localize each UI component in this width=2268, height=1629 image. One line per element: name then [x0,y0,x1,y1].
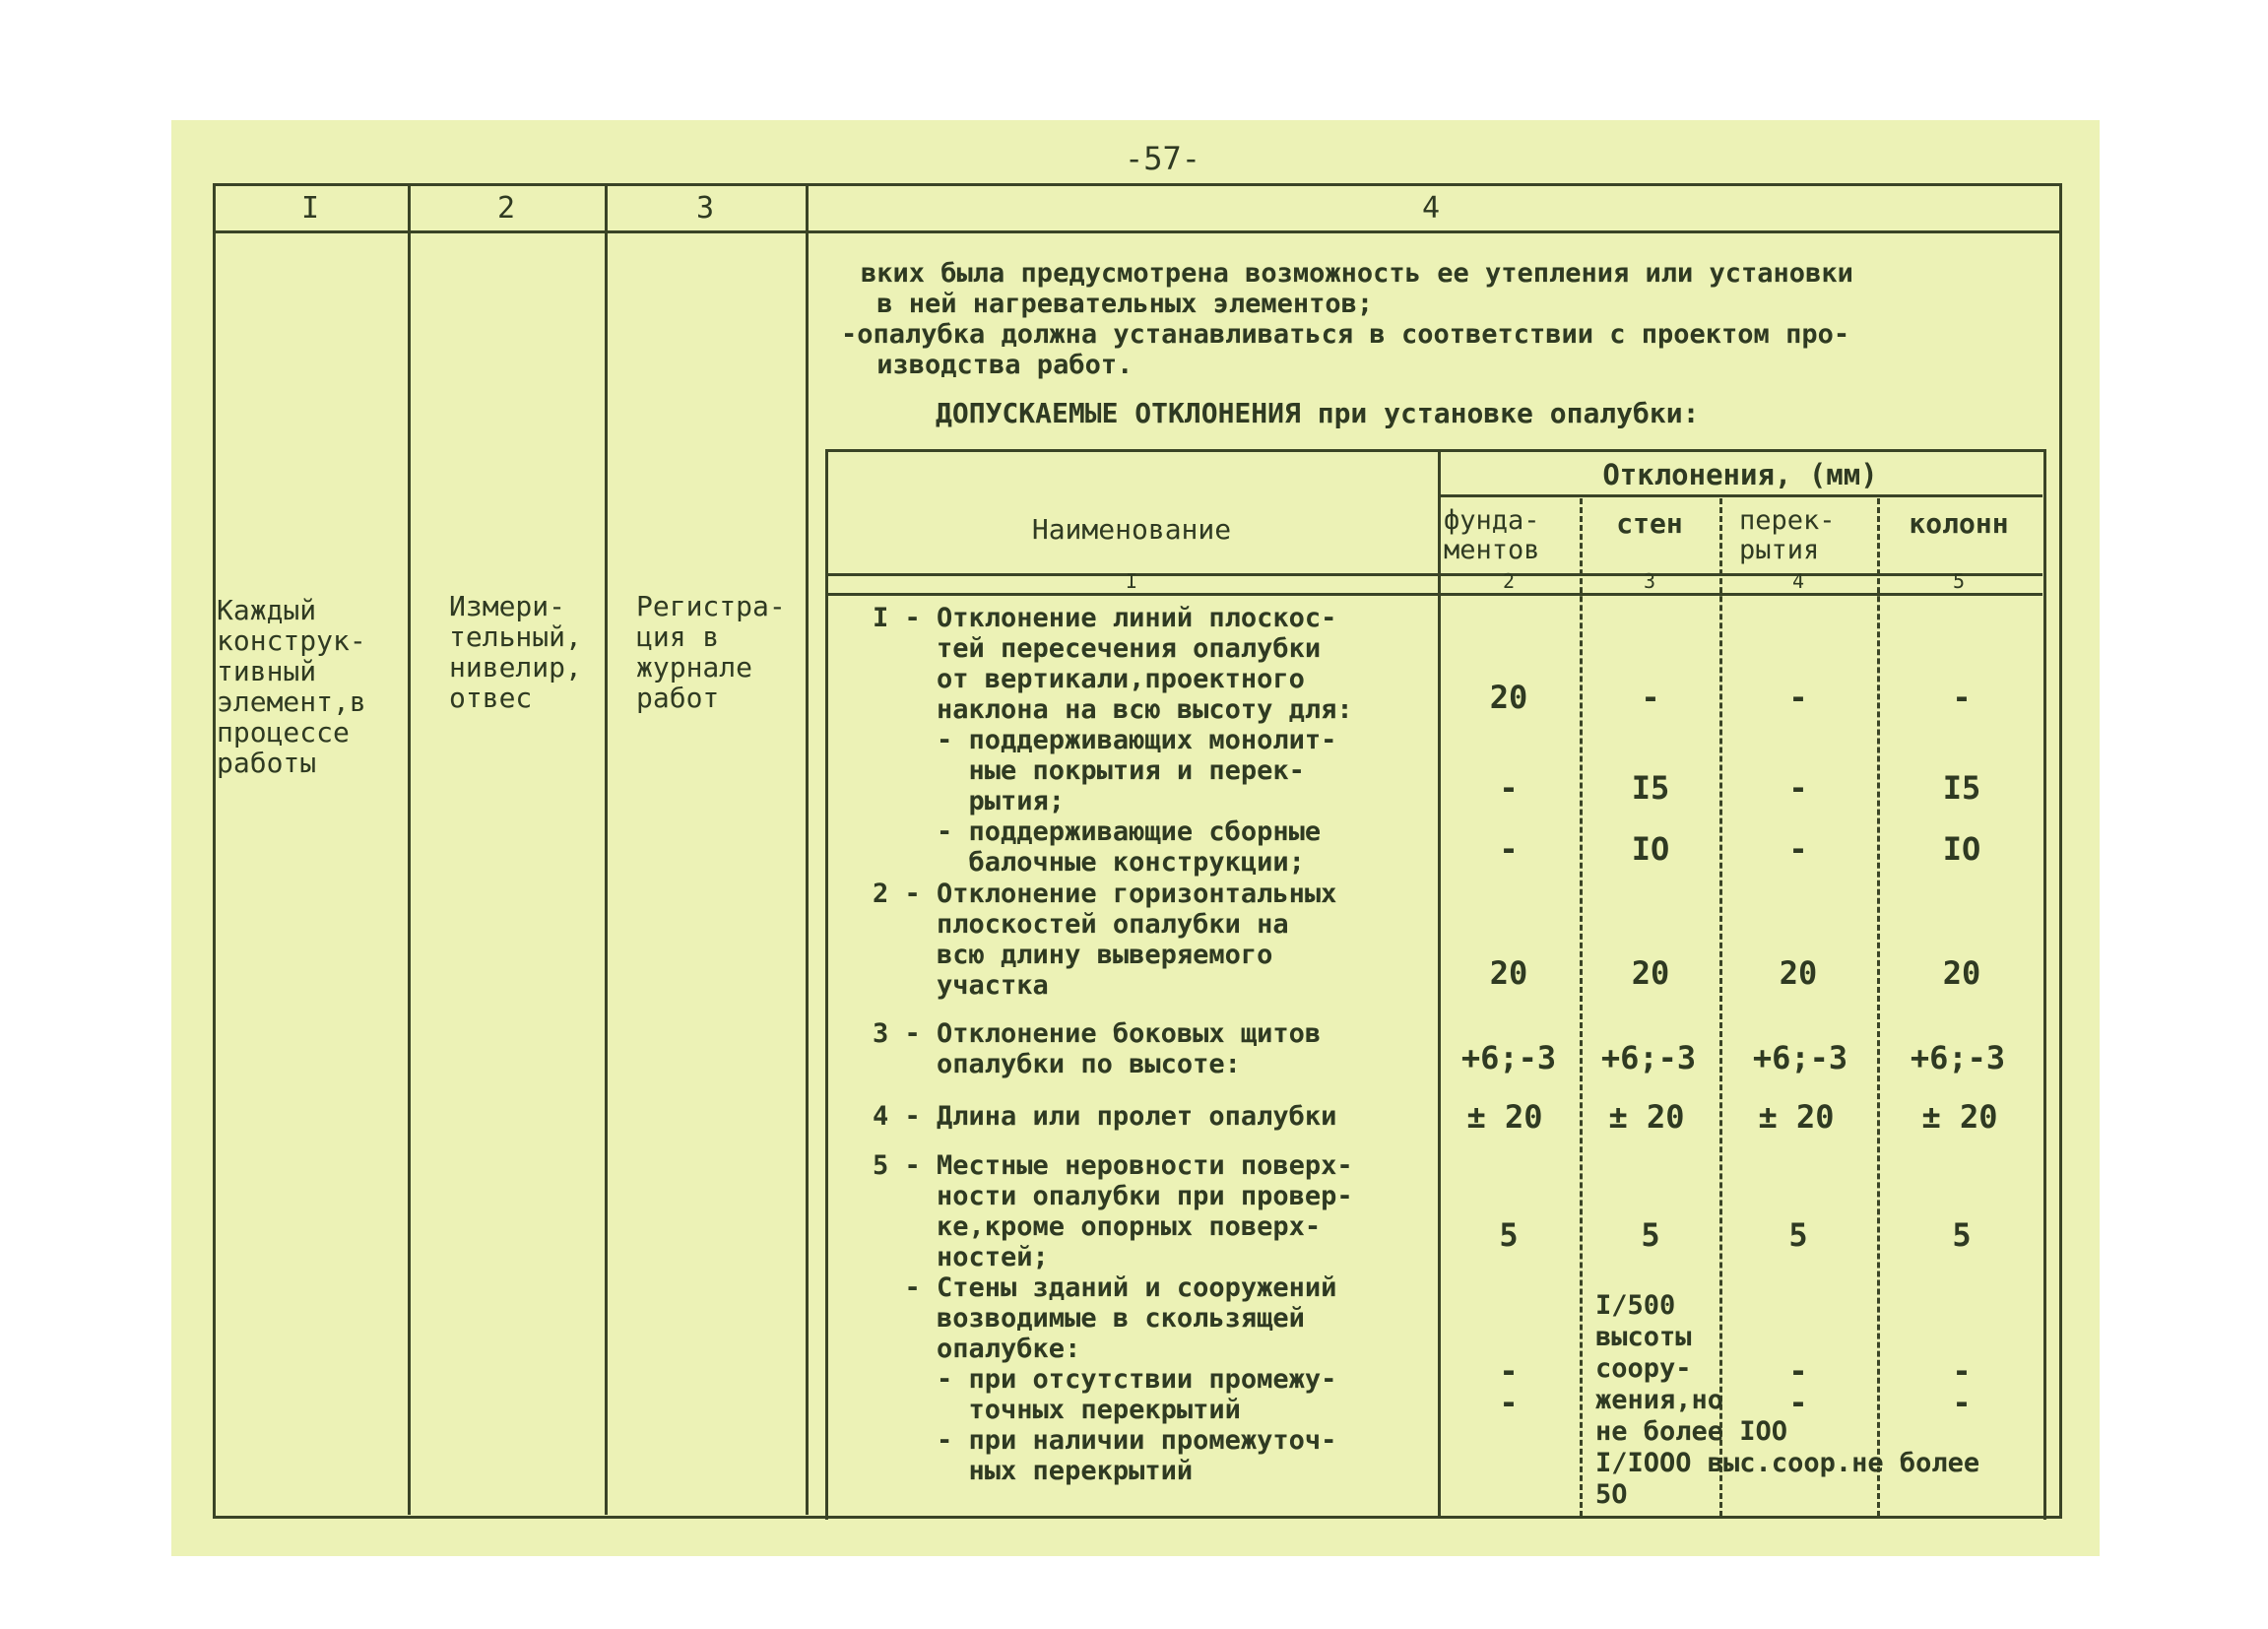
intro-line: -опалубка должна устанавливаться в соответствии с проектом про- [841,319,1850,350]
value: 20 [1942,954,1981,992]
value: - [1952,679,1972,716]
value: - [1788,1352,1808,1390]
value: 20 [1779,954,1818,992]
subheader-walls: стен [1616,507,1683,540]
value: 20 [1489,954,1528,992]
col3-line: работ [636,682,720,714]
col3-line: журнале [636,651,753,684]
value: 5 [1499,1216,1519,1254]
value: 5 [1788,1216,1808,1254]
col2-line: тельный, [449,620,582,653]
value: - [1499,830,1519,868]
subheader-floors: перек- рытия [1739,505,1836,565]
value: 5 [1952,1216,1972,1254]
intro-line: в ней нагревательных элементов; [861,289,1374,319]
row-3-text: 3 - Отклонение боковых щитов опалубки по высоте: [873,1018,1322,1079]
section-title: ДОПУСКАЕМЫЕ ОТКЛОНЕНИЯ при установке опалубки: [936,397,1700,429]
col1-line: процессе [217,716,350,749]
value: - [1788,679,1808,716]
value: - [1788,769,1808,807]
scanned-page [171,120,2100,1556]
row-2-text: 2 - Отклонение горизонтальных плоскостей опалубки на всю длину выверяемого участка [873,879,1337,1001]
inner-rule-deviations [1438,494,2042,497]
inner-rule-colnums [825,593,2042,596]
intro-line: вких была предусмотрена возможность ее утепления или установки [861,258,1853,289]
col3-line: Регистра- [636,590,786,622]
col2-line: Измери- [449,590,566,622]
value: I5 [1942,769,1981,807]
inner-divider-name [1438,449,1441,1517]
col-header-4: 4 [1421,191,1441,226]
value: - [1952,1384,1972,1421]
col1-line: элемент,в [217,685,366,718]
deviations-header: Отклонения, (мм) [1602,458,1878,491]
col-header-1: I [300,191,320,226]
col3-line: ция в [636,620,720,653]
col-header-3: 3 [695,191,715,226]
colnum-4: 4 [1791,569,1805,593]
col-divider-2 [605,183,608,1515]
col2-line: нивелир, [449,651,582,684]
value: - [1499,1352,1519,1390]
value: I5 [1631,769,1670,807]
subheader-columns: колонн [1909,507,2009,540]
header-rule [213,230,2059,233]
subheader-foundations: фунда- ментов [1444,505,1540,565]
value: 20 [1631,954,1670,992]
value: +6;-3 [1752,1039,1848,1076]
intro-text [841,258,1853,380]
value: IO [1942,830,1981,868]
col-divider-1 [408,183,411,1515]
value: - [1788,1384,1808,1421]
colnum-1: I [1125,569,1138,593]
row-5-text: 5 - Местные неровности поверх- ности опалубки при провер- ке,кроме опорных поверх- ностей; - Стены зданий и сооружений возводимые в скользящей опалубке: - при отсутствии промежу- точных перекрытий - при наличии промежуточ- ных перекрытий [873,1150,1353,1486]
colnum-2: 2 [1502,569,1516,593]
col1-line: конструк- [217,624,366,657]
col-divider-3 [806,183,809,1515]
value: ± 20 [1608,1098,1685,1136]
col-header-2: 2 [496,191,516,226]
row-1-text: I - Отклонение линий плоскос- тей пересечения опалубки от вертикали,проектного наклона на всю высоту для: - поддерживающих монолит- ные покрытия и перек- рытия; - поддерживающие сборные балочные конструкции; [873,603,1353,878]
col1-line: работы [217,747,317,779]
value: +6;-3 [1600,1039,1697,1076]
col1-text [217,595,366,778]
col1-line: тивный [217,655,317,687]
intro-line: изводства работ. [861,350,1134,380]
col2-text [449,591,582,713]
value: - [1499,1384,1519,1421]
value: 20 [1489,679,1528,716]
colnum-3: 3 [1643,569,1656,593]
value: +6;-3 [1460,1039,1557,1076]
value: - [1952,1352,1972,1390]
value: - [1499,769,1519,807]
value: ± 20 [1758,1098,1835,1136]
col1-line: Каждый [217,594,317,626]
page-number: -57- [1125,140,1201,177]
row-4-text: 4 - Длина или пролет опалубки [873,1101,1337,1132]
value: - [1788,830,1808,868]
value: +6;-3 [1910,1039,2006,1076]
colnum-5: 5 [1952,569,1966,593]
value: ± 20 [1466,1098,1543,1136]
walls-note: I/500 высоты соору- жения,но не более IOO I/IOOO выс.соор.не более 5O [1595,1290,1980,1510]
value: ± 20 [1921,1098,1998,1136]
value: 5 [1641,1216,1660,1254]
col2-line: отвес [449,682,533,714]
value: IO [1631,830,1670,868]
col3-text [636,591,786,713]
inner-divider-walls [1580,498,1583,1517]
value: - [1641,679,1660,716]
name-header: Наименование [1031,513,1232,546]
